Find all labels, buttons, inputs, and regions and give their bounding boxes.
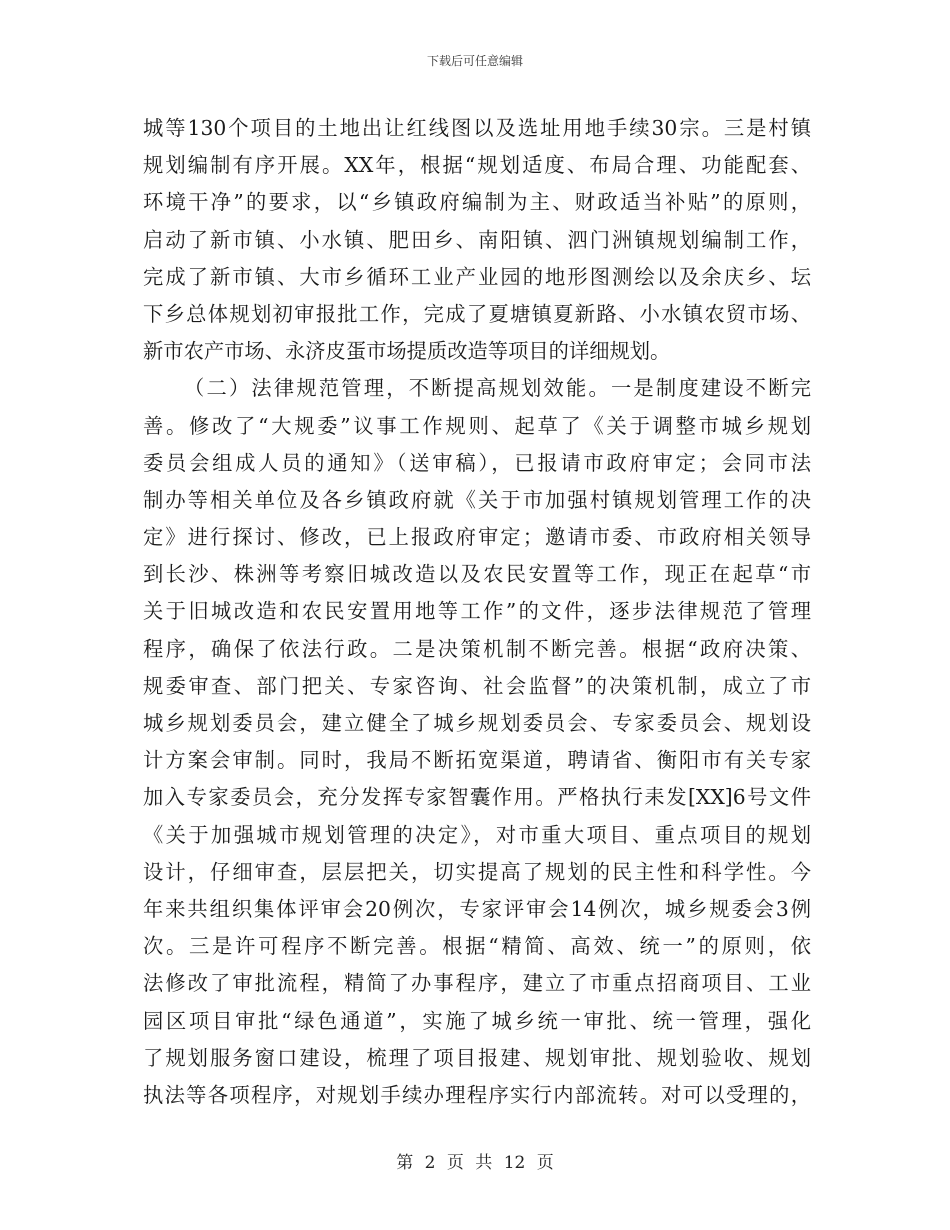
- body-line-27: 执法等各项程序，对规划手续办理程序实行内部流转。对可以受理的，: [143, 1082, 811, 1107]
- body-line-15: 程序，确保了依法行政。二是决策机制不断完善。根据“政府决策、: [143, 636, 811, 661]
- body-line-17: 城乡规划委员会，建立健全了城乡规划委员会、专家委员会、规划设: [143, 711, 811, 735]
- body-line-12: 定》进行探讨、修改，已上报政府审定；邀请市委、市政府相关领导: [143, 525, 811, 550]
- body-line-24: 法修改了审批流程，精简了办事程序，建立了市重点招商项目、工业: [143, 971, 811, 996]
- body-line-19: 加入专家委员会，充分发挥专家智囊作用。严格执行耒发[XX]6号文件: [143, 785, 811, 810]
- body-line-5: 完成了新市镇、大市乡循环工业产业园的地形图测绘以及余庆乡、坛: [143, 264, 811, 289]
- body-line-13: 到长沙、株洲等考察旧城改造以及农民安置等工作，现正在起草“市: [143, 562, 811, 587]
- body-line-8: （二）法律规范管理，不断提高规划效能。一是制度建设不断完: [184, 376, 811, 401]
- body-line-2: 规划编制有序开展。XX年，根据“规划适度、布局合理、功能配套、: [143, 153, 811, 178]
- body-line-22: 年来共组织集体评审会20例次，专家评审会14例次，城乡规委会3例: [143, 896, 811, 921]
- body-line-26: 了规划服务窗口建设，梳理了项目报建、规划审批、规划验收、规划: [143, 1045, 811, 1070]
- body-line-18: 计方案会审制。同时，我局不断拓宽渠道，聘请省、衡阳市有关专家: [143, 748, 811, 773]
- body-line-16: 规委审查、部门把关、专家咨询、社会监督”的决策机制，成立了市: [143, 673, 811, 698]
- body-line-9: 善。修改了“大规委”议事工作规则、起草了《关于调整市城乡规划: [143, 413, 811, 438]
- page-number-footer: 第 2 页 共 12 页: [396, 1153, 554, 1173]
- document-body: [143, 110, 811, 1114]
- body-line-10: 委员会组成人员的通知》（送审稿），已报请市政府审定；会同市法: [143, 450, 811, 475]
- body-line-11: 制办等相关单位及各乡镇政府就《关于市加强村镇规划管理工作的决: [143, 487, 811, 512]
- body-line-7: 新市农产市场、永济皮蛋市场提质改造等项目的详细规划。: [143, 339, 671, 364]
- body-line-20: 《关于加强城市规划管理的决定》，对市重大项目、重点项目的规划: [143, 822, 811, 847]
- body-line-25: 园区项目审批“绿色通道”，实施了城乡统一审批、统一管理，强化: [143, 1008, 811, 1033]
- body-line-1: 城等130个项目的土地出让红线图以及选址用地手续30宗。三是村镇: [143, 116, 811, 140]
- body-line-23: 次。三是许可程序不断完善。根据“精简、高效、统一”的原则，依: [143, 934, 811, 959]
- body-line-21: 设计，仔细审查，层层把关，切实提高了规划的民主性和科学性。今: [143, 859, 811, 884]
- body-line-14: 关于旧城改造和农民安置用地等工作”的文件，逐步法律规范了管理: [143, 599, 811, 624]
- body-line-6: 下乡总体规划初审报批工作，完成了夏塘镇夏新路、小水镇农贸市场、: [143, 301, 811, 326]
- body-line-3: 环境干净”的要求，以“乡镇政府编制为主、财政适当补贴”的原则，: [143, 190, 811, 215]
- body-line-4: 启动了新市镇、小水镇、肥田乡、南阳镇、泗门洲镇规划编制工作，: [143, 227, 811, 252]
- header-note: 下载后可任意编辑: [426, 54, 523, 68]
